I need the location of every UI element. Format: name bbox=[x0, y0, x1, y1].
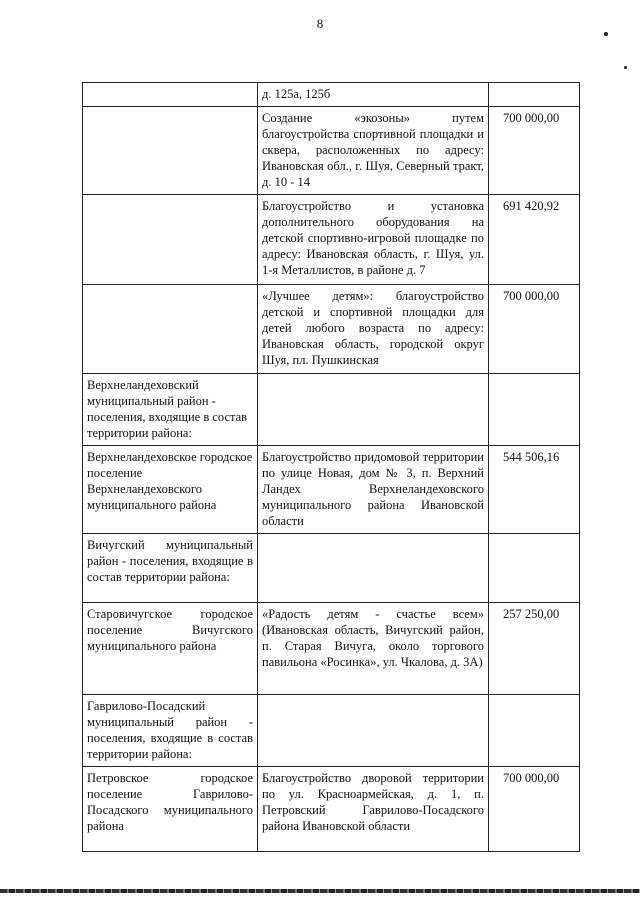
amount-cell bbox=[489, 534, 580, 603]
project-cell bbox=[258, 534, 489, 603]
table-row bbox=[83, 83, 580, 107]
amount-cell: 700 000,00 bbox=[489, 107, 580, 195]
municipality-cell: Гаврилово-Посадский муниципальный район - поселения, входящие в состав территории района: bbox=[83, 695, 258, 767]
amount-cell: 700 000,00 bbox=[489, 285, 580, 374]
table-row bbox=[83, 374, 580, 446]
amount-cell: 257 250,00 bbox=[489, 603, 580, 695]
amount-cell: 691 420,92 bbox=[489, 195, 580, 285]
table-row bbox=[83, 767, 580, 852]
amount-cell: 700 000,00 bbox=[489, 767, 580, 852]
municipality-cell: Верхнеландеховский муниципальный район - поселения, входящие в состав территории района: bbox=[83, 374, 258, 446]
amount-cell bbox=[489, 695, 580, 767]
amount-cell bbox=[489, 374, 580, 446]
project-cell bbox=[258, 374, 489, 446]
table-row bbox=[83, 695, 580, 767]
amount-cell: 544 506,16 bbox=[489, 446, 580, 534]
table-row bbox=[83, 195, 580, 285]
municipality-cell bbox=[83, 195, 258, 285]
project-cell: «Лучшее детям»: благоустройство детской и спортивной площадки для детей любого возраста по адресу: Ивановская область, городской округ Шуя, пл. Пушкинская bbox=[258, 285, 489, 374]
municipality-cell: Вичугский муниципальный район - поселения, входящие в состав территории района: bbox=[83, 534, 258, 603]
municipality-cell: Верхнеландеховское городское поселение Верхнеландеховского муниципального района bbox=[83, 446, 258, 534]
municipality-cell: Петровское городское поселение Гаврилово-Посадского муниципального района bbox=[83, 767, 258, 852]
municipality-cell bbox=[83, 83, 258, 107]
table-row bbox=[83, 446, 580, 534]
project-cell: Благоустройство и установка дополнительного оборудования на детской спортивно-игровой площадке по адресу: Ивановская область, г. Шуя, ул. 1-я Металлистов, в районе д. 7 bbox=[258, 195, 489, 285]
project-cell: «Радость детям - счастье всем» (Ивановская область, Вичугский район, п. Старая Вичуга, около торгового павильона «Росинка», ул. Чкалова, д. 3А) bbox=[258, 603, 489, 695]
allocation-table bbox=[82, 82, 580, 852]
municipality-cell: Старовичугское городское поселение Вичугского муниципального района bbox=[83, 603, 258, 695]
table-row bbox=[83, 107, 580, 195]
scan-speck bbox=[604, 32, 608, 36]
scan-speck bbox=[624, 66, 627, 69]
project-cell bbox=[258, 695, 489, 767]
municipality-cell bbox=[83, 285, 258, 374]
municipality-cell bbox=[83, 107, 258, 195]
project-cell: Благоустройство придомовой территории по улице Новая, дом № 3, п. Верхний Ландех Верхнеландеховского муниципального района Ивановской области bbox=[258, 446, 489, 534]
table-row bbox=[83, 285, 580, 374]
project-cell: Благоустройство дворовой территории по ул. Красноармейская, д. 1, п. Петровский Гаврилово-Посадского района Ивановской области bbox=[258, 767, 489, 852]
page-number: 8 bbox=[316, 16, 324, 31]
scan-edge-strip bbox=[0, 889, 640, 893]
project-cell: Создание «экозоны» путем благоустройства спортивной площадки и сквера, расположенных по адресу: Ивановская обл., г. Шуя, Северный тракт, д. 10 - 14 bbox=[258, 107, 489, 195]
table-row bbox=[83, 534, 580, 603]
project-cell: д. 125а, 125б bbox=[258, 83, 489, 107]
table-row bbox=[83, 603, 580, 695]
amount-cell bbox=[489, 83, 580, 107]
